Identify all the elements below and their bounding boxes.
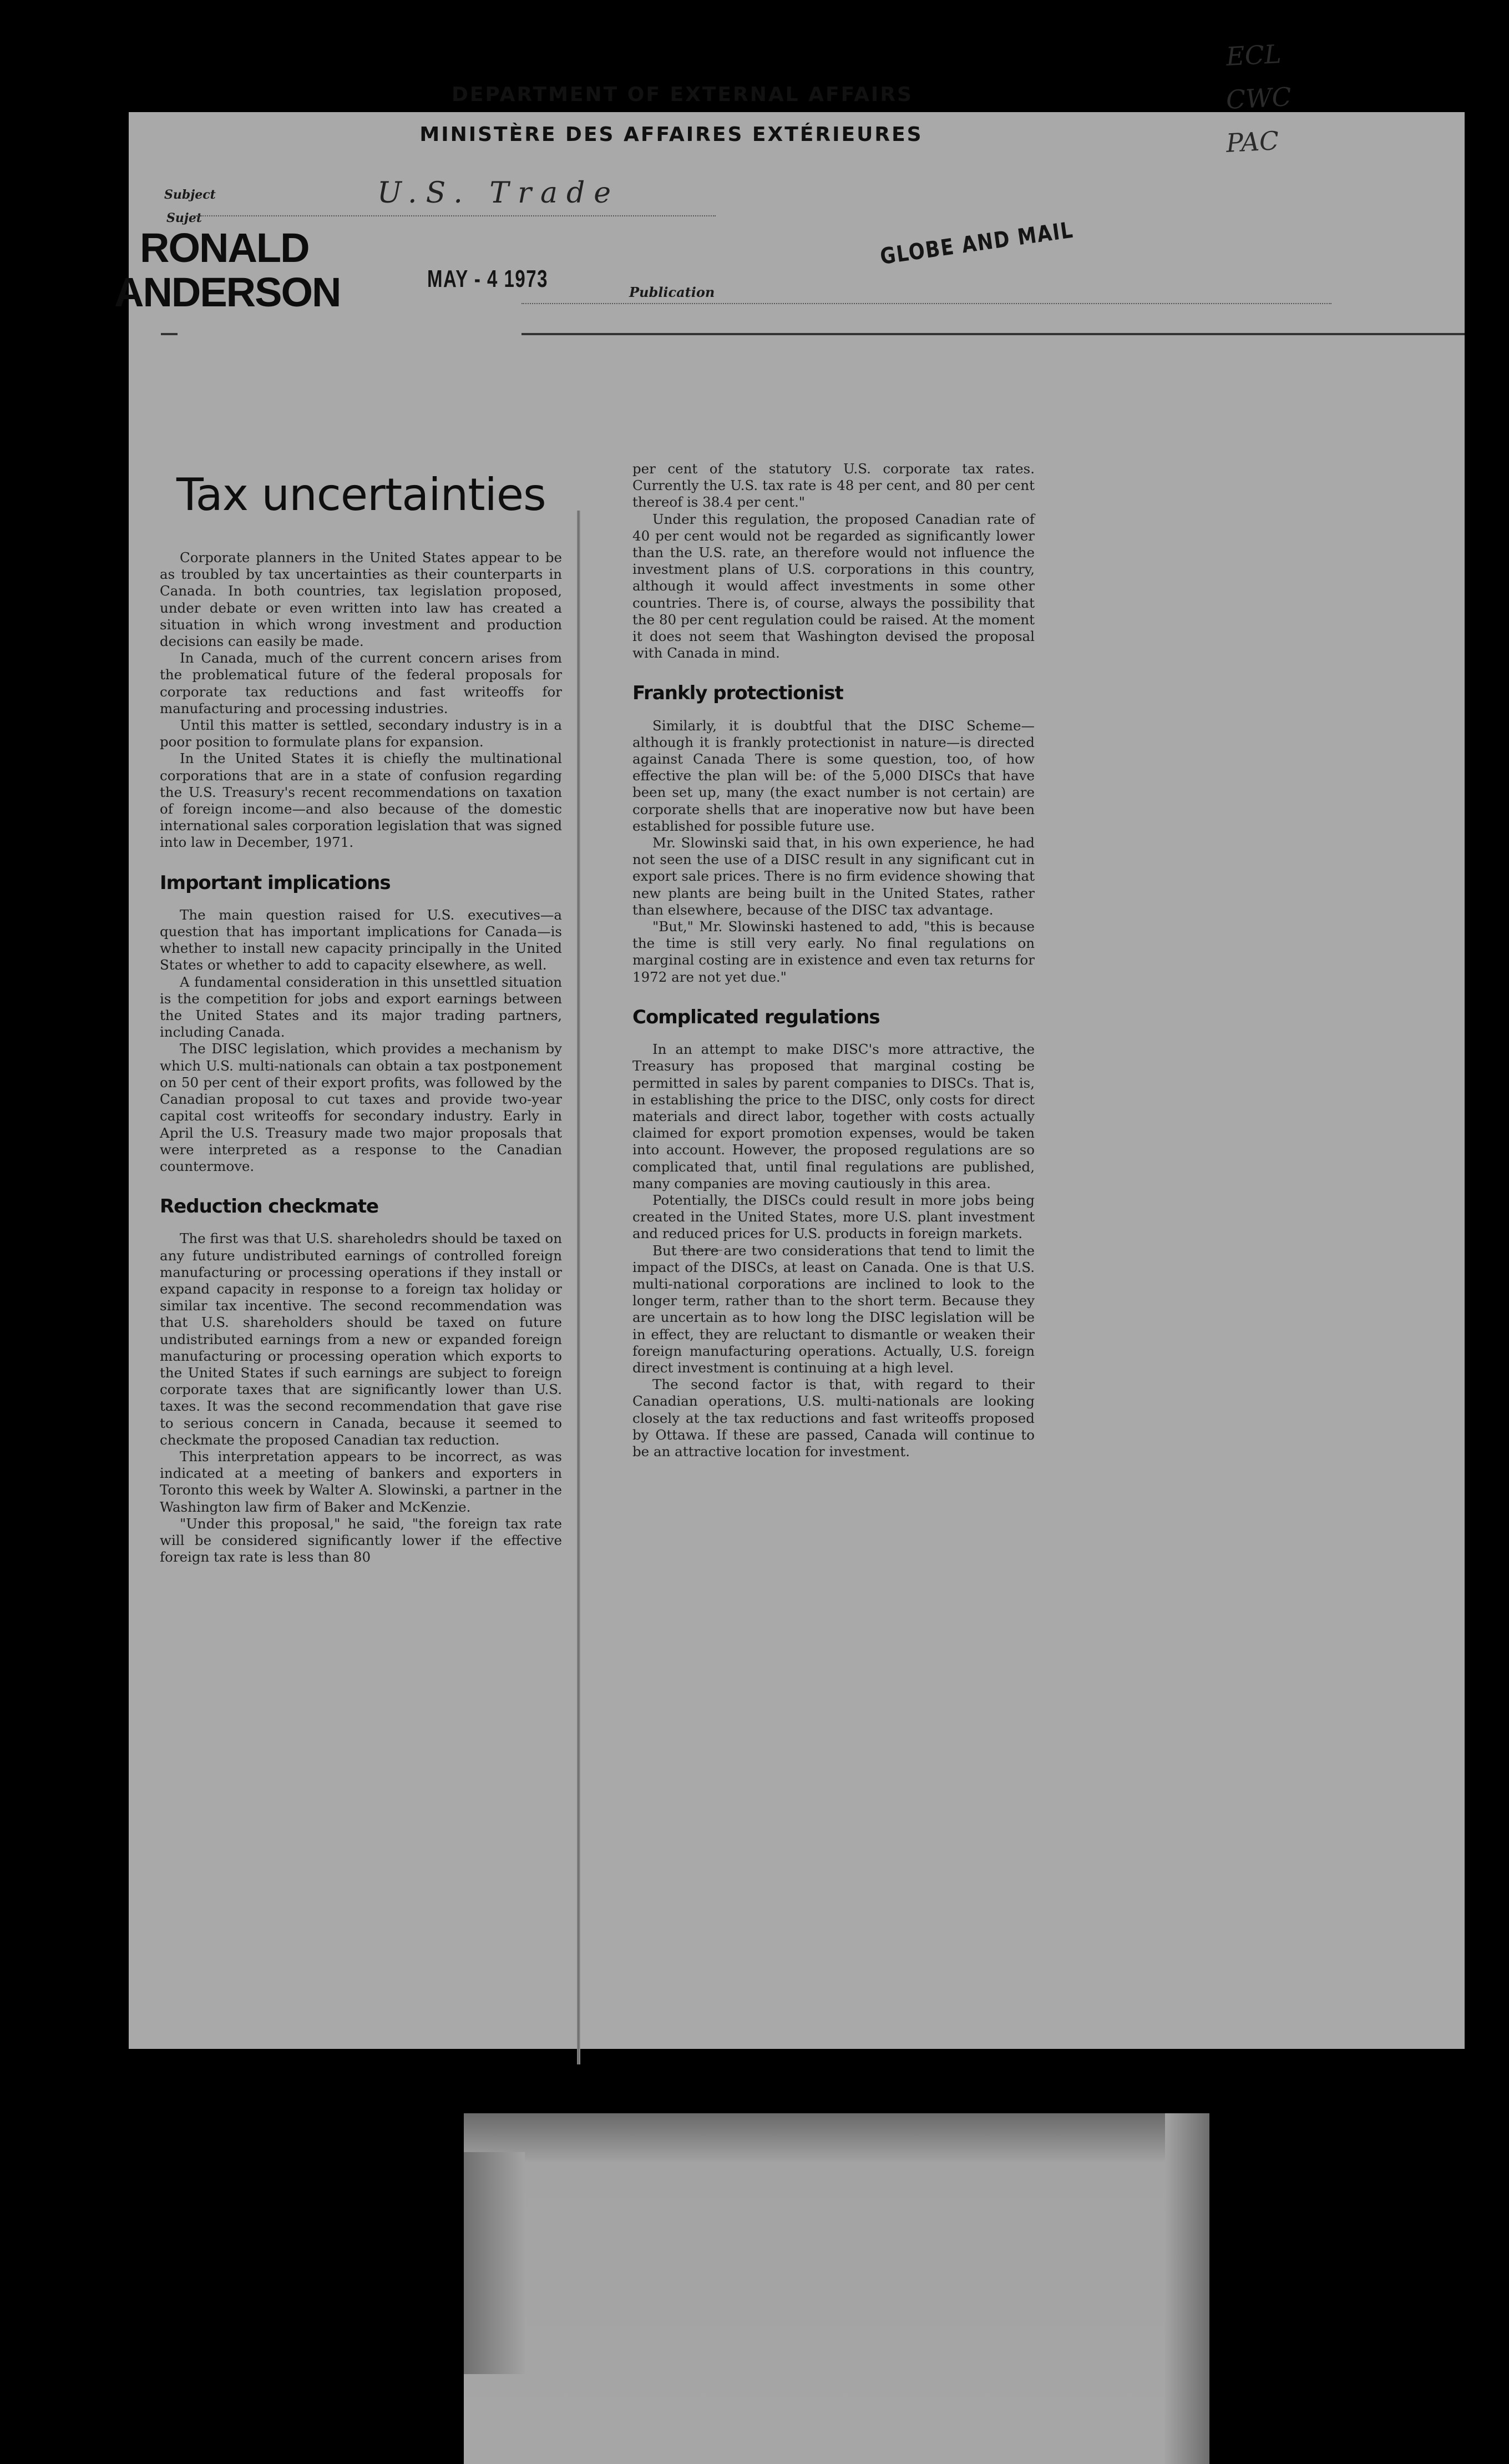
article-paragraph: A fundamental consideration in this unsettled situation is the competition for jobs and export earnings between the United States and its major trading partners, including Canada. [160, 973, 562, 1041]
header-rule [521, 333, 1465, 335]
department-name-english: DEPARTMENT OF EXTERNAL AFFAIRS [452, 83, 913, 106]
article-paragraph: Mr. Slowinski said that, in his own experience, he had not seen the use of a DISC result in any significant cut in export sale prices. There is no firm evidence showing that new plants are being built in the United States, rather than elsewhere, because of the DISC tax advantage. [632, 835, 1035, 918]
article-paragraph: per cent of the statutory U.S. corporate tax rates. Currently the U.S. tax rate is 48 per cent, and 80 per cent thereof is 38.4 per cent." [632, 461, 1035, 511]
sujet-label: Sujet [166, 211, 202, 225]
article-column-left [160, 549, 562, 1566]
article-paragraph: The first was that U.S. shareholedrs should be taxed on any future undistributed earnings of controlled foreign manufacturing or processing operations if they install or expand capacity in response to a foreign tax holiday or similar tax incentive. The second recommendation was that U.S. shareholders should be taxed on future undistributed earnings from a new or expanded foreign manufacturing or processing operation which exports to the United States if such earnings are subject to foreign corporate taxes that are significantly lower than U.S. taxes. It was the second recommendation that gave rise to serious concern in Canada, because it seemed to checkmate the proposed Canadian tax reduction. [160, 1230, 562, 1448]
article-paragraph: Potentially, the DISCs could result in more jobs being created in the United States, more U.S. plant investment and reduced prices for U.S. products in foreign markets. [632, 1191, 1035, 1242]
article-paragraph: Corporate planners in the United States appear to be as troubled by tax uncertainties as their counterparts in Canada. In both countries, tax legislation proposed, under debate or even written into law has created a situation in which wrong investment and production decisions can easily be made. [160, 549, 562, 650]
stub-shadow-left [464, 2152, 525, 2374]
article-paragraph: In Canada, much of the current concern arises from the problematical future of the federal proposals for corporate tax reductions and fast writeoffs for manufacturing and processing industries. [160, 650, 562, 716]
column-separator [577, 511, 580, 2064]
date-stamp: MAY - 4 1973 [427, 265, 548, 292]
article-paragraph: In the United States it is chiefly the multinational corporations that are in a state of confusion regarding the U.S. Treasury's recent recommendations on taxation of foreign income—and also because of the domestic international sales corporation legislation that was signed into law in December, 1971. [160, 750, 562, 851]
next-page-stub [464, 2113, 1209, 2464]
article-headline: Tax uncertainties [176, 469, 546, 521]
article-paragraph: The second factor is that, with regard to their Canadian operations, U.S. multi-nationals are looking closely at the tax reductions and fast writeoffs proposed by Ottawa. If these are passed, Canada will continue to be an attractive location for investment. [632, 1376, 1035, 1460]
article-paragraph: But there are two considerations that tend to limit the impact of the DISCs, at least on Canada. One is that U.S. multi-national corporations are inclined to look to the longer term, rather than to the short term. Because they are uncertain as to how long the DISC legislation will be in effect, they are reluctant to dismantle or weaken their foreign manufacturing operations. Actually, U.S. foreign direct investment is continuing at a high level. [632, 1242, 1035, 1376]
section-heading: Important implications [160, 871, 391, 894]
handwritten-note: PAC [1225, 125, 1280, 159]
article-paragraph: "Under this proposal," he said, "the foreign tax rate will be considered significantly lower if the effective foreign tax rate is less than 80 [160, 1515, 562, 1566]
section-heading: Frankly protectionist [632, 682, 843, 705]
department-name-french: MINISTÈRE DES AFFAIRES EXTÉRIEURES [419, 123, 923, 146]
article-paragraph: Under this regulation, the proposed Canadian rate of 40 per cent would not be regarded as significantly lower than the U.S. rate, an therefore would not influence the investment plans of U.S. corporations in this country, although it would affect investments in some other countries. There is, of course, always the possibility that the 80 per cent regulation could be raised. At the moment it does not seem that Washington devised the proposal with Canada in mind. [632, 511, 1035, 662]
article-paragraph: In an attempt to make DISC's more attractive, the Treasury has proposed that marginal costing be permitted in sales by parent companies to DISCs. That is, in establishing the price to the DISC, only costs for direct materials and direct labor, together with costs actually claimed for export promotion expenses, would be taken into account. However, the proposed regulations are so complicated that, until final regulations are published, many companies are moving cautiously in this area. [632, 1041, 1035, 1191]
subject-value-handwritten: U.S. Trade [377, 176, 620, 210]
publication-stamp: GLOBE AND MAIL [878, 217, 1075, 270]
article-paragraph: Until this matter is settled, secondary industry is in a poor position to formulate plans for expansion. [160, 717, 562, 750]
article-paragraph: This interpretation appears to be incorrect, as was indicated at a meeting of bankers and exporters in Toronto this week by Walter A. Slowinski, a partner in the Washington law firm of Baker and McKenzie. [160, 1448, 562, 1515]
byline-last-name: ANDERSON [114, 269, 341, 315]
publication-underline [521, 303, 1331, 304]
article-paragraph: The DISC legislation, which provides a mechanism by which U.S. multi-nationals can obtain a tax postponement on 50 per cent of their export profits, was followed by the Canadian proposal to cut taxes and provide two-year capital cost writeoffs for secondary industry. Early in April the U.S. Treasury made two major proposals that were interpreted as a response to the Canadian countermove. [160, 1041, 562, 1174]
publication-label: Publication [629, 284, 715, 300]
subject-underline [194, 215, 716, 216]
subject-label: Subject [164, 188, 216, 202]
section-heading: Complicated regulations [632, 1006, 880, 1028]
byline-first-name: RONALD [140, 225, 309, 271]
article-paragraph: "But," Mr. Slowinski hastened to add, "this is because the time is still very early. No final regulations on marginal costing are in existence and even tax returns for 1972 are not yet due." [632, 918, 1035, 985]
article-paragraph: Similarly, it is doubtful that the DISC Scheme—although it is frankly protectionist in nature—is directed against Canada There is some question, too, of how effective the plan will be: of the 5,000 DISCs that have been set up, many (the exact number is not certain) are corporate shells that are inoperative now but have been established for possible future use. [632, 717, 1035, 834]
header-rule-left [161, 333, 178, 335]
article-column-right [632, 461, 1035, 1460]
handwritten-routing-notes [1226, 33, 1292, 163]
article-paragraph: The main question raised for U.S. executives—a question that has important implications for Canada—is whether to install new capacity principally in the United States or whether to add to capacity elsewhere, as well. [160, 906, 562, 973]
handwritten-note: ECL [1225, 38, 1282, 72]
section-heading: Reduction checkmate [160, 1195, 379, 1218]
handwritten-note: CWC [1225, 81, 1293, 115]
stub-shadow-right [1165, 2113, 1209, 2464]
